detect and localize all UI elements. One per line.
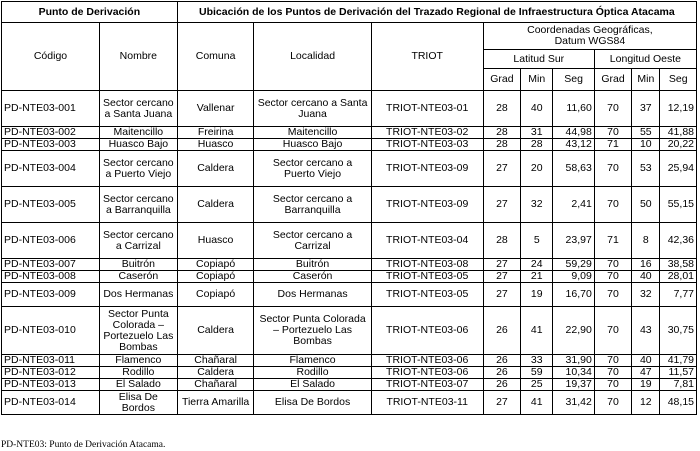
cell-nombre: Rodillo xyxy=(99,367,177,379)
cell-localidad: Dos Hermanas xyxy=(254,283,371,307)
cell-lat-min: 25 xyxy=(521,379,553,391)
cell-comuna: Copiapó xyxy=(177,259,254,271)
table-row xyxy=(2,391,697,415)
header-lat-grad: Grad xyxy=(483,69,520,91)
table-row xyxy=(2,283,697,307)
table-row xyxy=(2,91,697,127)
cell-lat-seg: 59,29 xyxy=(553,259,594,271)
header-ubicacion: Ubicación de los Puntos de Derivación del Trazado Regional de Infraestructura Óptica Atacama xyxy=(177,2,696,23)
header-latitud: Latitud Sur xyxy=(483,50,594,69)
cell-lon-seg: 41,88 xyxy=(660,127,697,139)
cell-codigo: PD-NTE03-005 xyxy=(2,187,100,223)
header-lat-min: Min xyxy=(521,69,553,91)
cell-lon-seg: 55,15 xyxy=(660,187,697,223)
table-row xyxy=(2,187,697,223)
table-header xyxy=(2,2,697,91)
cell-nombre: Elisa De Bordos xyxy=(99,391,177,415)
cell-lat-min: 32 xyxy=(521,187,553,223)
cell-lat-grad: 27 xyxy=(483,259,520,271)
cell-triot: TRIOT-NTE03-11 xyxy=(371,391,483,415)
cell-nombre: Sector cercano a Barranquilla xyxy=(99,187,177,223)
cell-lat-min: 41 xyxy=(521,307,553,355)
cell-triot: TRIOT-NTE03-05 xyxy=(371,283,483,307)
cell-codigo: PD-NTE03-008 xyxy=(2,271,100,283)
cell-lon-seg: 48,15 xyxy=(660,391,697,415)
cell-lon-min: 10 xyxy=(632,139,660,151)
cell-lat-min: 40 xyxy=(521,91,553,127)
cell-lat-min: 33 xyxy=(521,355,553,367)
cell-lat-min: 24 xyxy=(521,259,553,271)
cell-lat-min: 28 xyxy=(521,139,553,151)
cell-lat-grad: 28 xyxy=(483,91,520,127)
header-nombre: Nombre xyxy=(99,23,177,91)
cell-lon-grad: 70 xyxy=(594,259,631,271)
cell-nombre: Buitrón xyxy=(99,259,177,271)
cell-localidad: Sector cercano a Barranquilla xyxy=(254,187,371,223)
cell-lon-min: 40 xyxy=(632,355,660,367)
cell-localidad: Buitrón xyxy=(254,259,371,271)
cell-lon-seg: 7,81 xyxy=(660,379,697,391)
cell-comuna: Tierra Amarilla xyxy=(177,391,254,415)
cell-lat-seg: 16,70 xyxy=(553,283,594,307)
cell-codigo: PD-NTE03-002 xyxy=(2,127,100,139)
cell-lon-grad: 70 xyxy=(594,367,631,379)
cell-lat-min: 20 xyxy=(521,151,553,187)
cell-nombre: Sector cercano a Santa Juana xyxy=(99,91,177,127)
cell-lon-min: 12 xyxy=(632,391,660,415)
cell-lon-grad: 70 xyxy=(594,283,631,307)
cell-localidad: Sector cercano a Santa Juana xyxy=(254,91,371,127)
cell-lon-grad: 70 xyxy=(594,379,631,391)
cell-lon-grad: 70 xyxy=(594,355,631,367)
cell-lat-min: 59 xyxy=(521,367,553,379)
cell-codigo: PD-NTE03-009 xyxy=(2,283,100,307)
cell-lat-grad: 27 xyxy=(483,391,520,415)
header-codigo: Código xyxy=(2,23,100,91)
cell-comuna: Huasco xyxy=(177,139,254,151)
cell-codigo: PD-NTE03-014 xyxy=(2,391,100,415)
cell-lat-seg: 19,37 xyxy=(553,379,594,391)
cell-nombre: Maitencillo xyxy=(99,127,177,139)
header-lon-seg: Seg xyxy=(660,69,697,91)
cell-lon-min: 50 xyxy=(632,187,660,223)
cell-lon-grad: 70 xyxy=(594,151,631,187)
cell-lat-min: 41 xyxy=(521,391,553,415)
table-row xyxy=(2,271,697,283)
header-coordenadas xyxy=(483,23,696,50)
cell-codigo: PD-NTE03-003 xyxy=(2,139,100,151)
cell-lat-seg: 10,34 xyxy=(553,367,594,379)
cell-triot: TRIOT-NTE03-07 xyxy=(371,379,483,391)
cell-comuna: Freirina xyxy=(177,127,254,139)
cell-triot: TRIOT-NTE03-05 xyxy=(371,271,483,283)
header-lon-min: Min xyxy=(632,69,660,91)
cell-localidad: El Salado xyxy=(254,379,371,391)
cell-lon-min: 8 xyxy=(632,223,660,259)
cell-lon-min: 53 xyxy=(632,151,660,187)
cell-localidad: Sector cercano a Carrizal xyxy=(254,223,371,259)
coord-line2: Datum WGS84 xyxy=(554,35,626,47)
cell-lon-seg: 20,22 xyxy=(660,139,697,151)
cell-localidad: Maitencillo xyxy=(254,127,371,139)
cell-triot: TRIOT-NTE03-06 xyxy=(371,367,483,379)
cell-triot: TRIOT-NTE03-08 xyxy=(371,259,483,271)
cell-lat-seg: 58,63 xyxy=(553,151,594,187)
cell-lat-grad: 27 xyxy=(483,187,520,223)
cell-comuna: Caldera xyxy=(177,367,254,379)
cell-triot: TRIOT-NTE03-02 xyxy=(371,127,483,139)
table-body xyxy=(2,91,697,415)
cell-lon-seg: 41,79 xyxy=(660,355,697,367)
cell-codigo: PD-NTE03-013 xyxy=(2,379,100,391)
cell-lon-min: 19 xyxy=(632,379,660,391)
cell-comuna: Copiapó xyxy=(177,271,254,283)
cell-comuna: Chañaral xyxy=(177,379,254,391)
cell-triot: TRIOT-NTE03-03 xyxy=(371,139,483,151)
cell-lat-grad: 27 xyxy=(483,151,520,187)
cell-lat-min: 21 xyxy=(521,271,553,283)
cell-triot: TRIOT-NTE03-09 xyxy=(371,187,483,223)
cell-lon-grad: 70 xyxy=(594,307,631,355)
cell-nombre: El Salado xyxy=(99,379,177,391)
cell-nombre: Huasco Bajo xyxy=(99,139,177,151)
cell-nombre: Sector cercano a Puerto Viejo xyxy=(99,151,177,187)
cell-localidad: Sector cercano a Puerto Viejo xyxy=(254,151,371,187)
cell-triot: TRIOT-NTE03-09 xyxy=(371,151,483,187)
cell-lon-seg: 11,57 xyxy=(660,367,697,379)
cell-comuna: Vallenar xyxy=(177,91,254,127)
table-row xyxy=(2,151,697,187)
cell-lon-grad: 70 xyxy=(594,187,631,223)
cell-lon-grad: 71 xyxy=(594,139,631,151)
table-row xyxy=(2,223,697,259)
cell-lat-grad: 27 xyxy=(483,271,520,283)
table-row xyxy=(2,127,697,139)
header-lon-grad: Grad xyxy=(594,69,631,91)
cell-lon-min: 40 xyxy=(632,271,660,283)
header-localidad: Localidad xyxy=(254,23,371,91)
cell-triot: TRIOT-NTE03-01 xyxy=(371,91,483,127)
cell-lat-seg: 23,97 xyxy=(553,223,594,259)
cell-comuna: Caldera xyxy=(177,307,254,355)
cell-lat-seg: 31,42 xyxy=(553,391,594,415)
cell-triot: TRIOT-NTE03-06 xyxy=(371,307,483,355)
cell-nombre: Caserón xyxy=(99,271,177,283)
table-row xyxy=(2,379,697,391)
cell-comuna: Copiapó xyxy=(177,283,254,307)
cell-lat-grad: 27 xyxy=(483,283,520,307)
cell-codigo: PD-NTE03-004 xyxy=(2,151,100,187)
cell-codigo: PD-NTE03-011 xyxy=(2,355,100,367)
cell-lat-min: 31 xyxy=(521,127,553,139)
table-row xyxy=(2,307,697,355)
cell-lon-grad: 70 xyxy=(594,391,631,415)
header-comuna: Comuna xyxy=(177,23,254,91)
cell-comuna: Chañaral xyxy=(177,355,254,367)
cell-lon-min: 16 xyxy=(632,259,660,271)
cell-lat-min: 5 xyxy=(521,223,553,259)
cell-lat-min: 19 xyxy=(521,283,553,307)
cell-nombre: Sector Punta Colorada – Portezuelo Las Bombas xyxy=(99,307,177,355)
cell-lon-min: 55 xyxy=(632,127,660,139)
footnote: PD-NTE03: Punto de Derivación Atacama. xyxy=(1,440,166,450)
table-row xyxy=(2,367,697,379)
cell-lat-seg: 43,12 xyxy=(553,139,594,151)
cell-comuna: Caldera xyxy=(177,151,254,187)
cell-comuna: Huasco xyxy=(177,223,254,259)
cell-codigo: PD-NTE03-010 xyxy=(2,307,100,355)
cell-lat-grad: 26 xyxy=(483,355,520,367)
cell-codigo: PD-NTE03-001 xyxy=(2,91,100,127)
cell-lat-grad: 26 xyxy=(483,307,520,355)
cell-localidad: Elisa De Bordos xyxy=(254,391,371,415)
header-longitud: Longitud Oeste xyxy=(594,50,696,69)
cell-lon-grad: 70 xyxy=(594,91,631,127)
cell-localidad: Huasco Bajo xyxy=(254,139,371,151)
cell-lon-seg: 7,77 xyxy=(660,283,697,307)
cell-lat-grad: 28 xyxy=(483,127,520,139)
cell-lon-seg: 12,19 xyxy=(660,91,697,127)
cell-lat-grad: 26 xyxy=(483,379,520,391)
cell-codigo: PD-NTE03-012 xyxy=(2,367,100,379)
cell-lat-grad: 26 xyxy=(483,367,520,379)
cell-lon-min: 47 xyxy=(632,367,660,379)
cell-lat-seg: 2,41 xyxy=(553,187,594,223)
cell-lon-min: 37 xyxy=(632,91,660,127)
table-row xyxy=(2,355,697,367)
cell-lon-min: 43 xyxy=(632,307,660,355)
derivation-points-table xyxy=(1,1,697,415)
cell-triot: TRIOT-NTE03-06 xyxy=(371,355,483,367)
cell-lon-seg: 42,36 xyxy=(660,223,697,259)
table-row xyxy=(2,139,697,151)
cell-nombre: Sector cercano a Carrizal xyxy=(99,223,177,259)
cell-lat-seg: 44,98 xyxy=(553,127,594,139)
cell-lon-seg: 30,75 xyxy=(660,307,697,355)
cell-nombre: Flamenco xyxy=(99,355,177,367)
cell-lat-grad: 28 xyxy=(483,223,520,259)
cell-lat-seg: 31,90 xyxy=(553,355,594,367)
cell-lon-seg: 28,01 xyxy=(660,271,697,283)
table-row xyxy=(2,259,697,271)
cell-lon-min: 32 xyxy=(632,283,660,307)
cell-lat-seg: 9,09 xyxy=(553,271,594,283)
cell-nombre: Dos Hermanas xyxy=(99,283,177,307)
cell-lon-grad: 70 xyxy=(594,271,631,283)
cell-lon-grad: 70 xyxy=(594,127,631,139)
header-triot: TRIOT xyxy=(371,23,483,91)
cell-lat-grad: 28 xyxy=(483,139,520,151)
cell-lon-grad: 71 xyxy=(594,223,631,259)
cell-localidad: Rodillo xyxy=(254,367,371,379)
cell-localidad: Flamenco xyxy=(254,355,371,367)
cell-lon-seg: 38,58 xyxy=(660,259,697,271)
header-punto: Punto de Derivación xyxy=(2,2,178,23)
cell-lon-seg: 25,94 xyxy=(660,151,697,187)
cell-codigo: PD-NTE03-006 xyxy=(2,223,100,259)
cell-triot: TRIOT-NTE03-04 xyxy=(371,223,483,259)
cell-localidad: Caserón xyxy=(254,271,371,283)
coord-line1: Coordenadas Geográficas, xyxy=(527,24,653,36)
cell-localidad: Sector Punta Colorada – Portezuelo Las Bombas xyxy=(254,307,371,355)
cell-comuna: Caldera xyxy=(177,187,254,223)
cell-codigo: PD-NTE03-007 xyxy=(2,259,100,271)
cell-lat-seg: 22,90 xyxy=(553,307,594,355)
cell-lat-seg: 11,60 xyxy=(553,91,594,127)
header-lat-seg: Seg xyxy=(553,69,594,91)
